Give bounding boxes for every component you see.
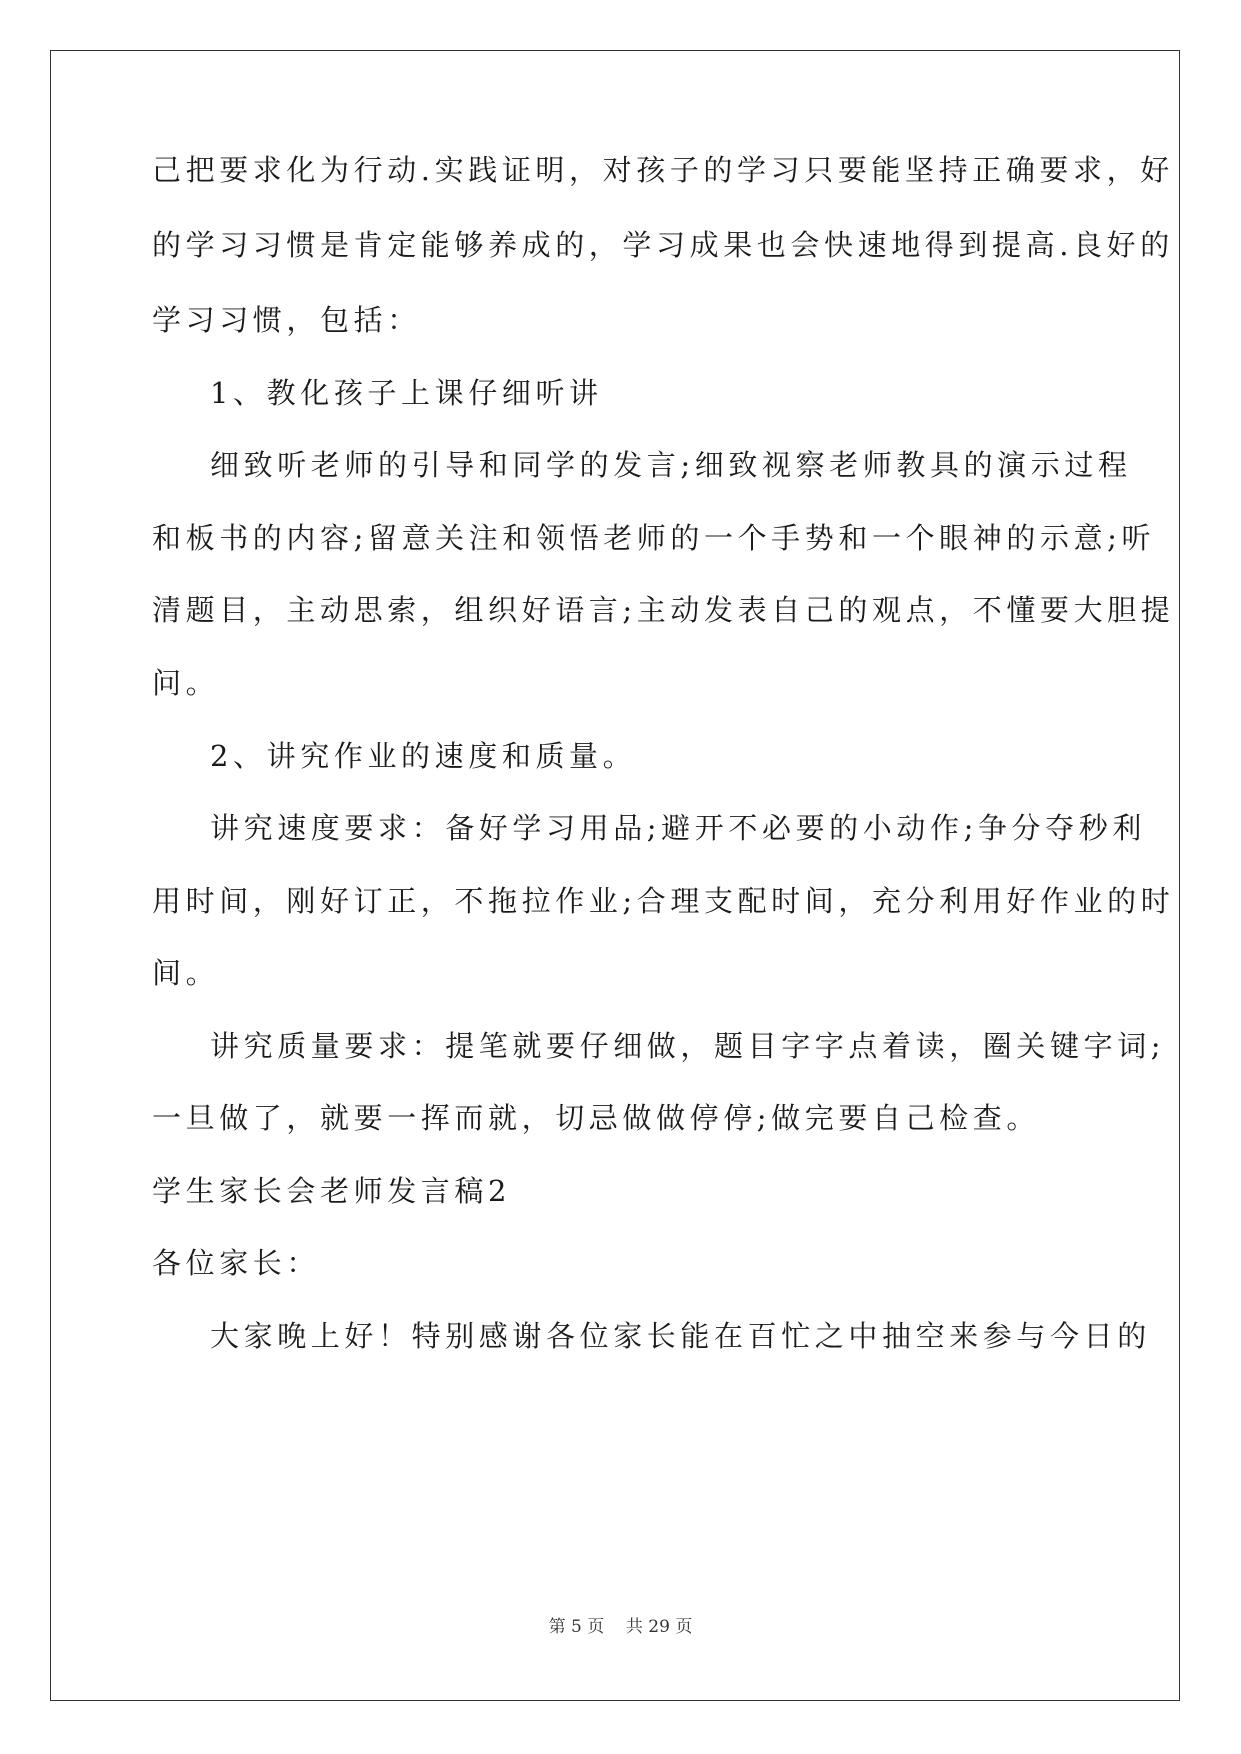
paragraph-line: 学习习惯，包括： — [152, 303, 421, 337]
page-number-footer: 第 5 页 共 29 页 — [548, 1617, 693, 1637]
paragraph-line: 讲究速度要求：备好学习用品;避开不必要的小动作;争分夺秒利 — [210, 811, 1146, 845]
paragraph-line: 用时间，刚好订正，不拖拉作业;合理支配时间，充分利用好作业的时 — [152, 884, 1175, 918]
list-item-heading: 2、讲究作业的速度和质量。 — [210, 739, 637, 773]
paragraph-line: 的学习习惯是肯定能够养成的，学习成果也会快速地得到提高.良好的 — [152, 228, 1174, 262]
paragraph-line: 大家晚上好！特别感谢各位家长能在百忙之中抽空来参与今日的 — [210, 1319, 1151, 1353]
paragraph-line: 讲究质量要求：提笔就要仔细做，题目字字点着读，圈关键字词; — [210, 1029, 1166, 1063]
paragraph-line: 间。 — [152, 956, 220, 990]
paragraph-line: 一旦做了，就要一挥而就，切忌做做停停;做完要自己检查。 — [152, 1101, 1040, 1135]
paragraph-line: 问。 — [152, 666, 220, 700]
paragraph-line: 清题目，主动思索，组织好语言;主动发表自己的观点，不懂要大胆提 — [152, 593, 1175, 627]
section-title: 学生家长会老师发言稿2 — [152, 1174, 512, 1208]
paragraph-line: 己把要求化为行动.实践证明，对孩子的学习只要能坚持正确要求，好 — [152, 153, 1174, 187]
salutation: 各位家长： — [152, 1246, 321, 1280]
page-border — [50, 50, 1180, 1701]
paragraph-line: 细致听老师的引导和同学的发言;细致视察老师教具的演示过程 — [210, 448, 1132, 482]
paragraph-line: 和板书的内容;留意关注和领悟老师的一个手势和一个眼神的示意;听 — [152, 521, 1156, 555]
list-item-heading: 1、教化孩子上课仔细听讲 — [210, 376, 603, 410]
